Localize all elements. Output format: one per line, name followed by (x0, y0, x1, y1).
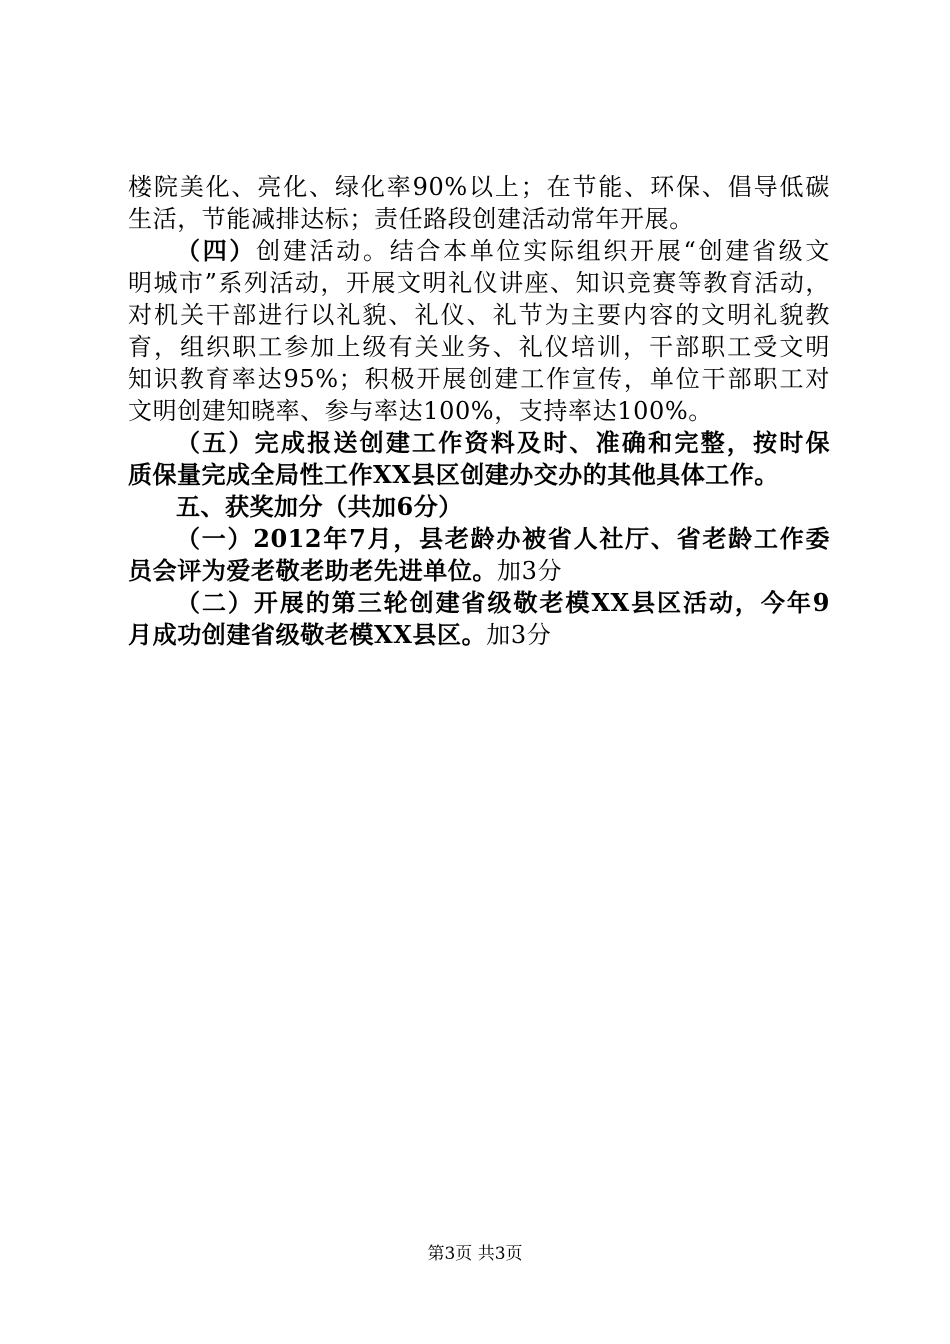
section-four-text: 创建活动。结合本单位实际组织开展“创建省级文 (256, 237, 830, 265)
page-footer: 第3页 共3页 (427, 1244, 523, 1264)
paragraph-line: 文明创建知晓率、参与率达100%，支持率达100%。 (128, 397, 713, 425)
document-body (128, 171, 830, 651)
award-item-text: 月成功创建省级敬老模XX县区。 (128, 620, 487, 649)
award-item-line (128, 619, 830, 651)
paragraph-line: 对机关干部进行以礼貌、礼仪、礼节为主要内容的文明礼貌教 (128, 301, 830, 329)
paragraph-line: 育，组织职工参加上级有关业务、礼仪培训，干部职工受文明 (128, 333, 830, 361)
award-heading: 五、获奖加分（共加6分） (176, 492, 463, 521)
paragraph-line: 楼院美化、亮化、绿化率90%以上；在节能、环保、倡导低碳 (128, 173, 830, 201)
award-item-line: （一）2012年7月，县老龄办被省人社厅、省老龄工作委 (176, 524, 830, 553)
section-four-line (128, 235, 830, 267)
award-item-text: 员会评为爱老敬老助老先进单位。 (128, 556, 497, 585)
section-five-paragraph-line: （五）完成报送创建工作资料及时、准确和完整，按时保 (176, 428, 830, 457)
section-four-heading: （四） (176, 236, 257, 265)
award-item-line (128, 555, 830, 587)
award-points: 加3分 (497, 557, 563, 585)
award-item-line: （二）开展的第三轮创建省级敬老模XX县区活动，今年9 (176, 588, 830, 617)
section-five-paragraph-line: 质保量完成全局性工作XX县区创建办交办的其他具体工作。 (128, 460, 779, 489)
paragraph-line: 知识教育率达95%；积极开展创建工作宣传，单位干部职工对 (128, 365, 830, 393)
award-points: 加3分 (486, 621, 552, 649)
paragraph-line: 明城市”系列活动，开展文明礼仪讲座、知识竞赛等教育活动， (128, 269, 830, 297)
paragraph-line: 生活，节能减排达标；责任路段创建活动常年开展。 (128, 205, 694, 233)
